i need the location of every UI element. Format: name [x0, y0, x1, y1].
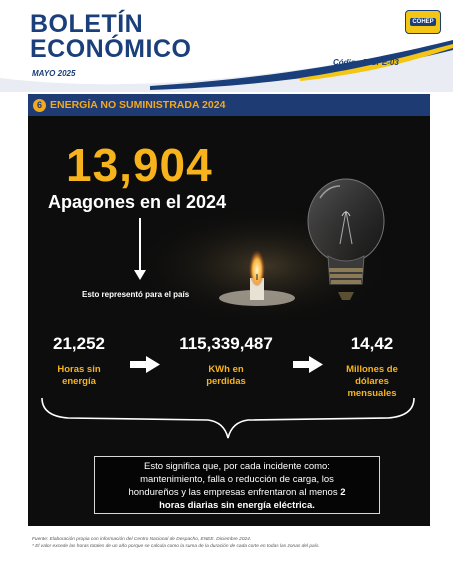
stat-value: 21,252	[53, 334, 105, 353]
stat-hours	[34, 334, 124, 388]
stat-dollars	[326, 334, 418, 400]
conclusion-line: mantenimiento, falla o reducción de carga, los	[140, 474, 334, 485]
stat-label-line: Millones de	[346, 364, 398, 375]
stat-value: 14,42	[350, 334, 394, 353]
page-title	[30, 12, 191, 62]
stat-label	[34, 364, 124, 388]
represent-caption: Esto representó para el país	[82, 290, 190, 299]
conclusion-box	[94, 456, 380, 514]
conclusion-line: horas diarias sin energía eléctrica.	[159, 500, 315, 511]
summary-brace	[42, 398, 414, 438]
stat-kwh	[164, 334, 288, 388]
stat-label-line: energía	[62, 376, 96, 387]
outage-caption: Apagones en el 2024	[48, 192, 227, 212]
stat-value: 115,339,487	[179, 334, 273, 353]
stat-label	[326, 364, 418, 400]
section-number-badge: 6	[33, 99, 46, 112]
logo-text: COHEP	[412, 19, 434, 25]
title-line-2: ECONÓMICO	[30, 35, 192, 63]
section-header	[28, 94, 430, 116]
outage-count: 13,904	[66, 139, 213, 191]
stat-label-line: Horas sin	[57, 364, 101, 375]
infographic-panel	[28, 116, 430, 526]
section-title: ENERGÍA NO SUMINISTRADA 2024	[50, 99, 226, 111]
right-arrow-icon-1	[130, 356, 160, 373]
header	[0, 0, 453, 92]
stat-label	[164, 364, 288, 388]
stat-label-line: dólares	[355, 376, 389, 387]
issue-date: MAYO 2025	[32, 69, 76, 78]
method-footnote: * El valor excede las horas totales de un año porque se calcula como la suma de la duración de cada corte en todas las zonas del país.	[32, 544, 320, 549]
stat-label-line: KWh en	[208, 364, 244, 375]
conclusion-line: Esto significa que, por cada incidente como:	[144, 461, 330, 472]
conclusion-line: hondureños y las empresas enfrentaron al menos 2	[128, 487, 346, 498]
cohep-logo	[405, 10, 441, 34]
title-line-1: BOLETÍN	[30, 10, 144, 38]
stat-label-line: perdidas	[206, 376, 246, 387]
right-arrow-icon-2	[293, 356, 323, 373]
document-code: Código F-GPE-03	[333, 58, 399, 67]
stat-label-line: mensuales	[347, 388, 397, 399]
source-footnote: Fuente: Elaboración propia con información del Centro Nacional de Despacho, ENEE. Diciembre 2024.	[32, 537, 252, 542]
